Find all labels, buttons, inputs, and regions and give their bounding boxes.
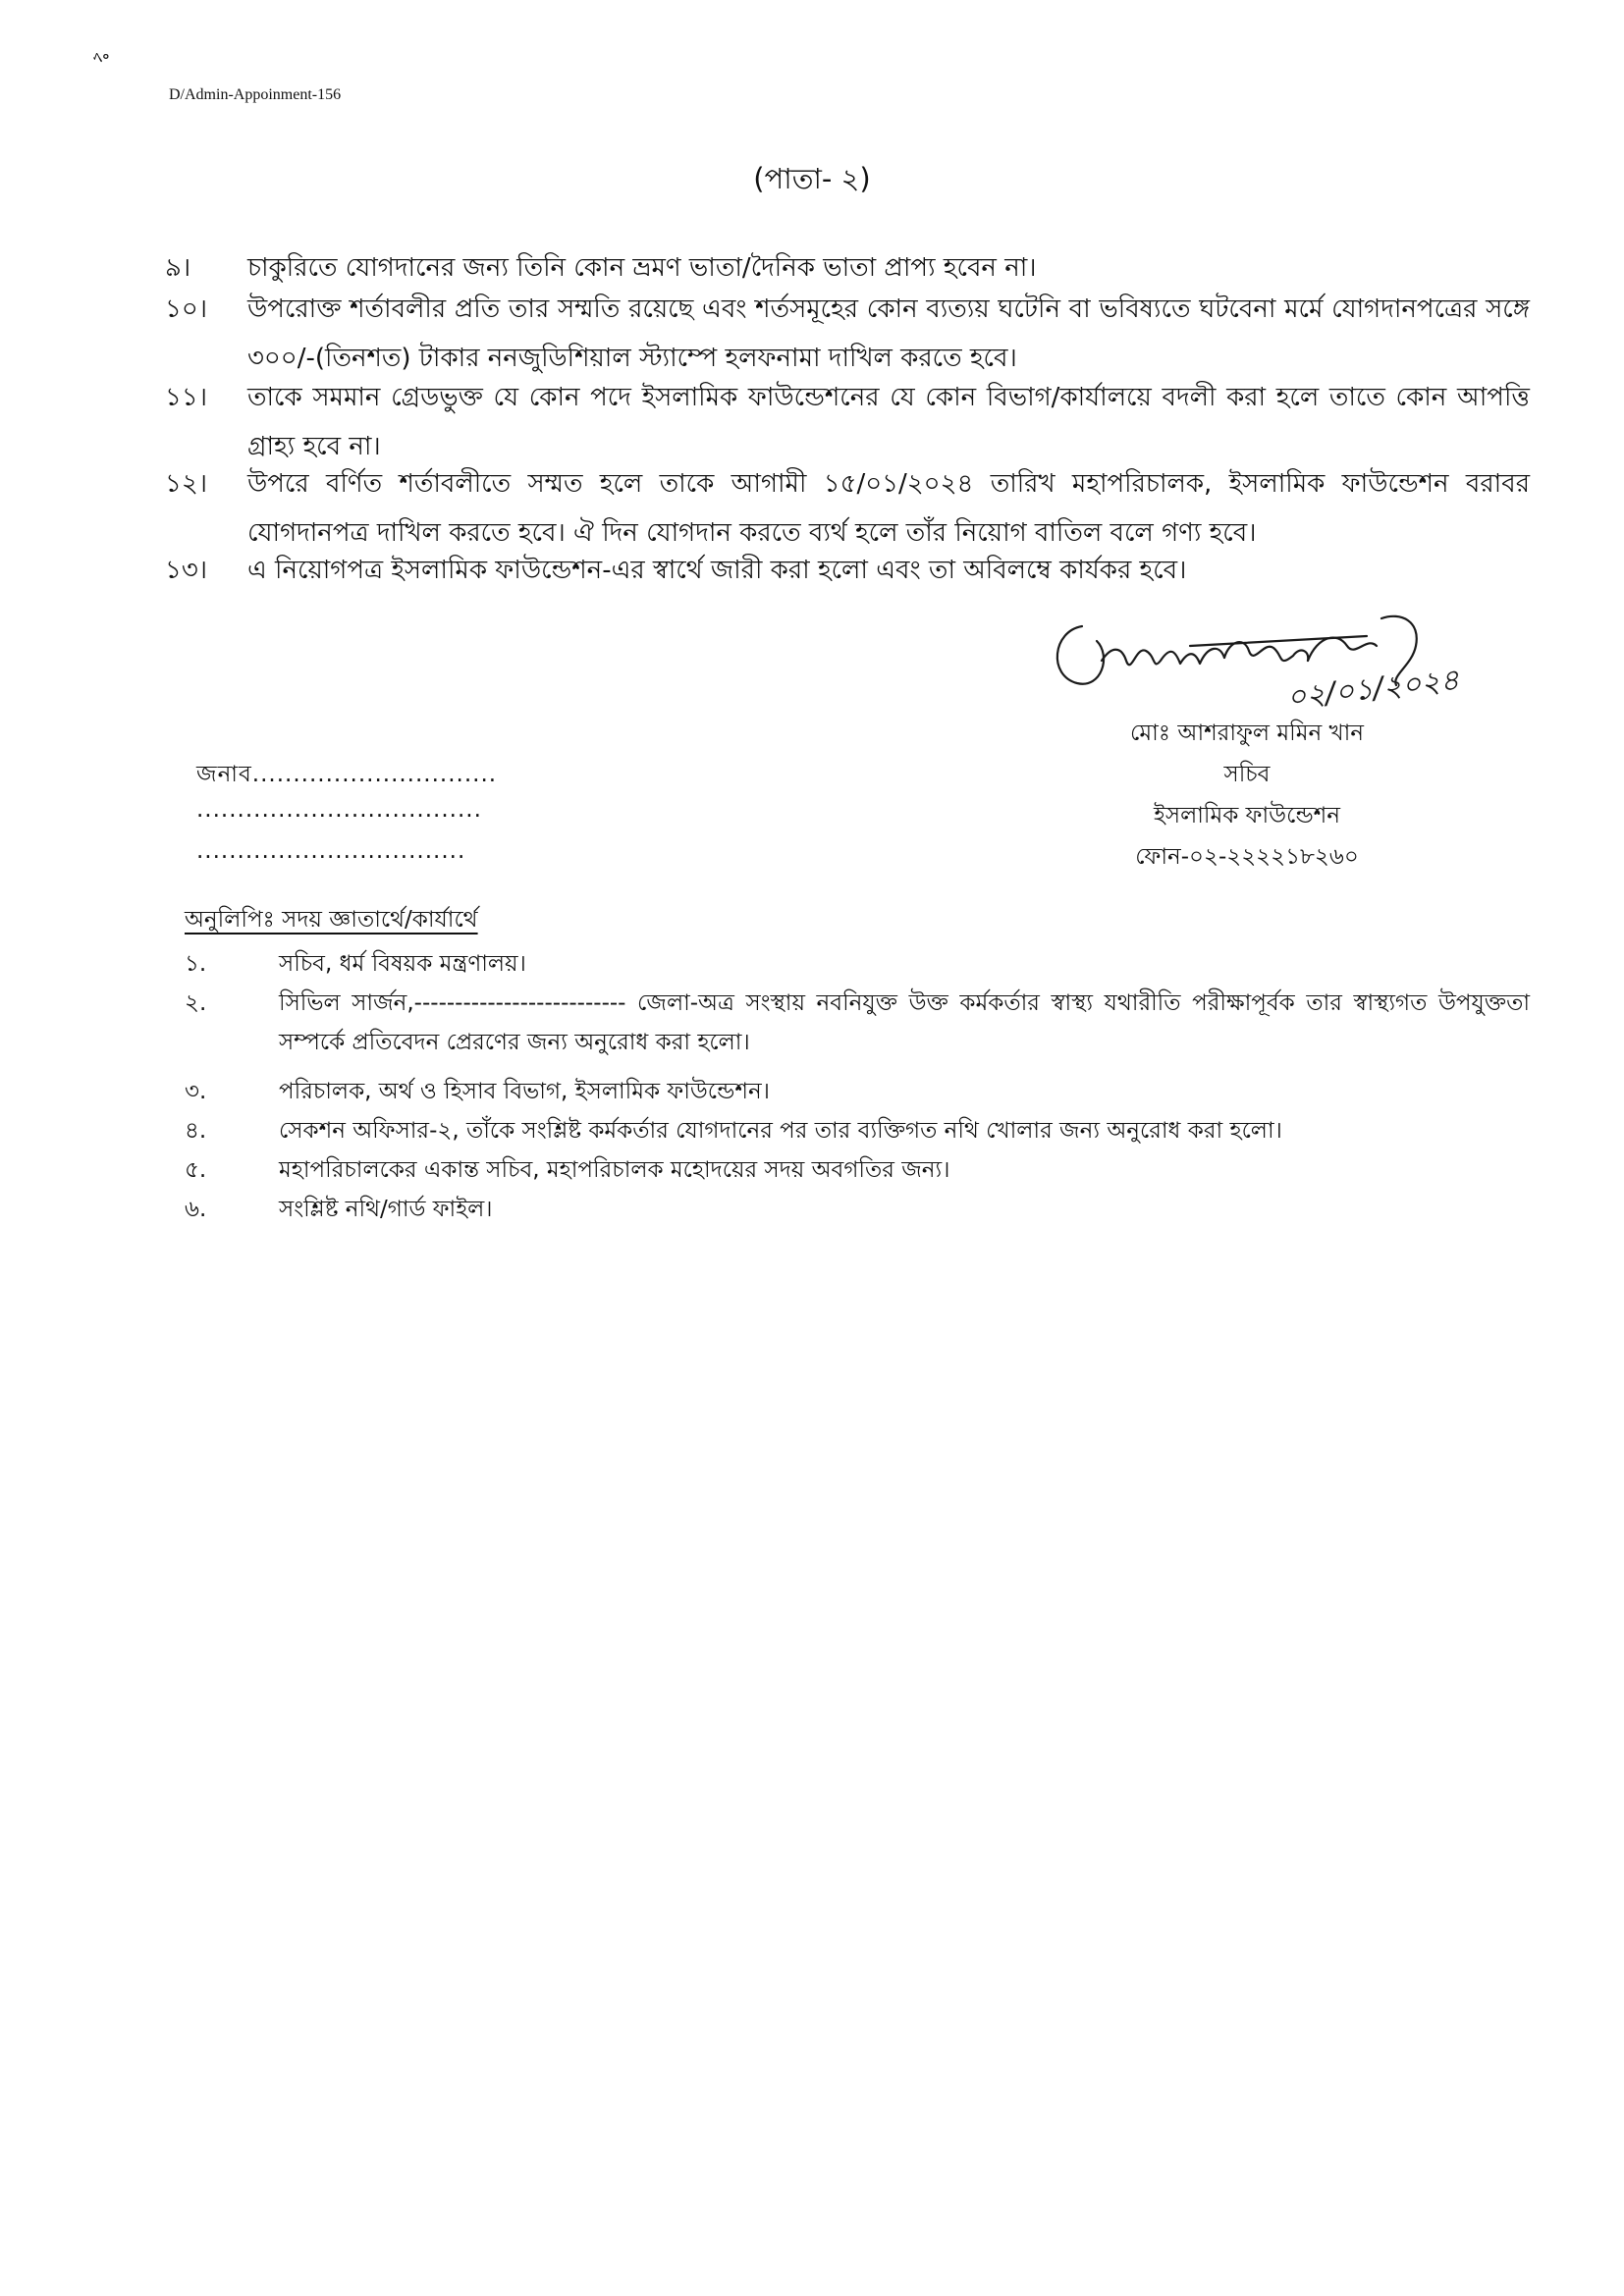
term-number: ৯। xyxy=(165,253,191,283)
term-text: তাকে সমমান গ্রেডভুক্ত যে কোন পদে ইসলামিক ফাউন্ডেশনের যে কোন বিভাগ/কার্যালয়ে বদলী করা হলে তাতে কোন আপত্তি গ্রাহ্য হবে না। xyxy=(247,383,1530,461)
signatory-phone: ফোন-০২-২২২২১৮২৬০ xyxy=(1135,844,1359,870)
copy-text: সচিব, ধর্ম বিষয়ক মন্ত্রণালয়। xyxy=(279,951,526,977)
term-number: ১২। xyxy=(165,469,208,499)
signature-stroke xyxy=(1102,649,1224,665)
term-number: ১১। xyxy=(165,383,208,412)
copy-number: ৫. xyxy=(185,1157,207,1183)
signatory-designation: সচিব xyxy=(1223,762,1271,787)
copy-number: ২. xyxy=(185,990,207,1016)
copy-number: ৩. xyxy=(185,1079,207,1104)
signature-stroke xyxy=(1308,638,1377,661)
signature-image xyxy=(1043,607,1553,722)
copy-number: ৬. xyxy=(185,1197,207,1222)
addressee-line: ................................. xyxy=(196,838,466,864)
addressee-line: জনাব.............................. xyxy=(196,762,498,787)
signature-stroke xyxy=(1190,636,1367,646)
term-text: উপরোক্ত শর্তাবলীর প্রতি তার সম্মতি রয়েছে এবং শর্তসমূহের কোন ব্যত্যয় ঘটেনি বা ভবিষ্যতে ঘটবেনা মর্মে যোগদানপত্রের সঙ্গে ৩০০/-(তিনশত) টাকার ননজুডিশিয়াল স্ট্যাম্পে হলফনামা দাখিল করতে হবে। xyxy=(247,294,1530,373)
signature-date: ০২/০১/২০২৪ xyxy=(1284,663,1461,716)
handwritten-corner-mark: ﾍ॰ xyxy=(93,48,110,69)
term-number: ১৩। xyxy=(165,556,208,585)
signatory-name: মোঃ আশরাফুল মমিন খান xyxy=(1129,721,1365,746)
copy-number: ৪. xyxy=(185,1118,207,1144)
term-number: ১০। xyxy=(165,294,208,324)
copy-text: সংশ্লিষ্ট নথি/গার্ড ফাইল। xyxy=(279,1197,493,1222)
term-text: এ নিয়োগপত্র ইসলামিক ফাউন্ডেশন-এর স্বার্থে জারী করা হলো এবং তা অবিলম্বে কার্যকর হবে। xyxy=(247,556,1187,585)
signatory-organization: ইসলামিক ফাউন্ডেশন xyxy=(1153,803,1341,828)
term-text: উপরে বর্ণিত শর্তাবলীতে সম্মত হলে তাকে আগামী ১৫/০১/২০২৪ তারিখ মহাপরিচালক, ইসলামিক ফাউন্ডেশন বরাবর যোগদানপত্র দাখিল করতে হবে। ঐ দিন যোগদান করতে ব্যর্থ হলে তাঁর নিয়োগ বাতিল বলে গণ্য হবে। xyxy=(247,469,1530,548)
copies-heading: অনুলিপিঃ সদয় জ্ঞাতার্থে/কার্যার্থে xyxy=(185,907,478,933)
copy-text: সেকশন অফিসার-২, তাঁকে সংশ্লিষ্ট কর্মকর্তার যোগদানের পর তার ব্যক্তিগত নথি খোলার জন্য অনুরোধ করা হলো। xyxy=(279,1118,1282,1144)
copy-text: পরিচালক, অর্থ ও হিসাব বিভাগ, ইসলামিক ফাউন্ডেশন। xyxy=(279,1079,770,1104)
signature-stroke xyxy=(1057,626,1104,684)
signature-stroke xyxy=(1224,642,1308,661)
term-text: চাকুরিতে যোগদানের জন্য তিনি কোন ভ্রমণ ভাতা/দৈনিক ভাতা প্রাপ্য হবেন না। xyxy=(247,253,1037,283)
page-number: (পাতা- ২) xyxy=(753,162,871,195)
copy-text: সিভিল সার্জন,-------------------------- জেলা-অত্র সংস্থায় নবনিযুক্ত উক্ত কর্মকর্তার স্বাস্থ্য যথারীতি পরীক্ষাপূর্বক তার স্বাস্থ্যগত উপযুক্ততা সম্পর্কে প্রতিবেদন প্রেরণের জন্য অনুরোধ করা হলো। xyxy=(279,990,1530,1055)
reference-number: D/Admin-Appoinment-156 xyxy=(169,86,342,103)
addressee-line: ................................... xyxy=(196,797,482,823)
copy-text: মহাপরিচালকের একান্ত সচিব, মহাপরিচালক মহোদয়ের সদয় অবগতির জন্য। xyxy=(279,1157,950,1183)
copy-number: ১. xyxy=(185,951,207,977)
